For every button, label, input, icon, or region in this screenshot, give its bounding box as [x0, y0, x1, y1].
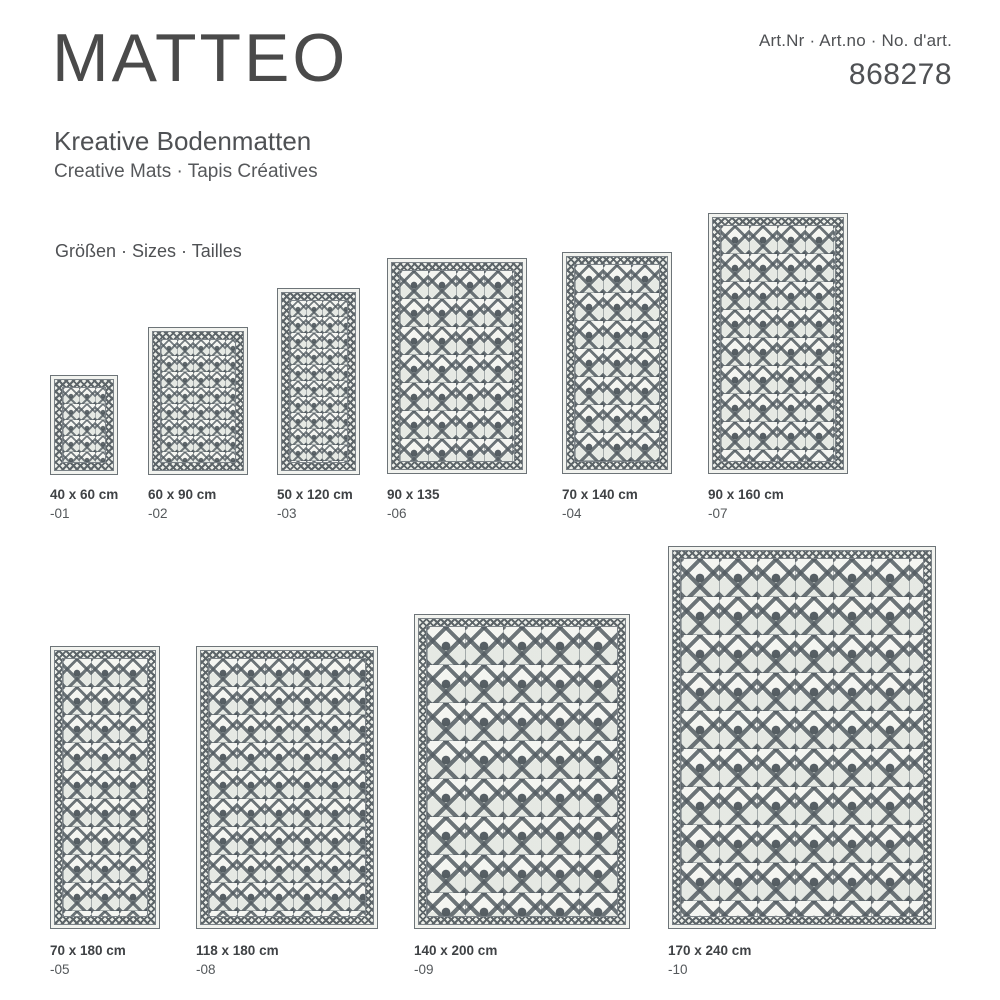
mat-caption [414, 943, 497, 977]
mat-caption [50, 943, 126, 977]
article-number-value: 868278 [848, 58, 952, 91]
mat-pattern-field [574, 264, 660, 462]
mat-code-label: -06 [387, 506, 407, 521]
mat-code-label: -10 [668, 962, 688, 977]
mat-swatch-70x180 [50, 646, 160, 929]
mat-item [196, 646, 378, 929]
mat-caption [668, 943, 751, 977]
mat-pattern-field [720, 225, 836, 462]
mat-code-label: -03 [277, 506, 297, 521]
mat-caption [562, 487, 638, 521]
mat-item [50, 375, 118, 475]
mat-size-label: 170 x 240 cm [668, 943, 752, 958]
mat-swatch-118x180 [196, 646, 378, 929]
mat-item [414, 614, 630, 929]
mat-item [387, 258, 527, 474]
mat-item [562, 252, 672, 474]
mat-pattern-field [289, 300, 348, 463]
subtitle-german: Kreative Bodenmatten [54, 126, 312, 156]
mat-code-label: -04 [562, 506, 582, 521]
mat-item [50, 646, 160, 929]
mat-pattern-field [160, 339, 236, 463]
mat-caption [50, 487, 118, 521]
mat-item [708, 213, 848, 474]
mat-swatch-90x160 [708, 213, 848, 474]
mat-swatch-140x200 [414, 614, 630, 929]
mat-item [668, 546, 936, 929]
mat-pattern-field [426, 626, 618, 917]
mat-swatch-40x60 [50, 375, 118, 475]
mat-code-label: -05 [50, 962, 70, 977]
mat-swatch-170x240 [668, 546, 936, 929]
mat-code-label: -08 [196, 962, 216, 977]
mat-pattern-field [62, 387, 106, 463]
mat-pattern-field [399, 270, 515, 462]
mat-code-label: -09 [414, 962, 434, 977]
mat-swatch-60x90 [148, 327, 248, 475]
mat-swatch-50x120 [277, 288, 360, 475]
mat-pattern-field [208, 658, 366, 917]
brand-title: MATTEO [52, 20, 349, 96]
mat-item [277, 288, 360, 475]
mat-code-label: -02 [148, 506, 168, 521]
mat-size-label: 70 x 140 cm [562, 487, 638, 502]
mat-code-label: -01 [50, 506, 70, 521]
mat-size-label: 40 x 60 cm [50, 487, 119, 502]
mat-caption [708, 487, 784, 521]
mat-size-label: 70 x 180 cm [50, 943, 126, 958]
mat-pattern-field [680, 558, 924, 917]
mat-swatch-90x135 [387, 258, 527, 474]
article-number-label: Art.Nr · Art.no · No. d'art. [758, 31, 952, 50]
mat-size-label: 90 x 135 [387, 487, 440, 502]
mat-caption [387, 487, 440, 521]
mat-caption [196, 943, 279, 977]
mat-code-label: -07 [708, 506, 728, 521]
subtitle-multilingual: Creative Mats · Tapis Créatives [54, 161, 318, 182]
mat-pattern-field [62, 658, 148, 917]
mat-size-label: 118 x 180 cm [196, 943, 279, 958]
mat-size-label: 50 x 120 cm [277, 487, 353, 502]
mat-caption [148, 487, 216, 521]
mat-size-label: 140 x 200 cm [414, 943, 498, 958]
sizes-section-label: Größen · Sizes · Tailles [55, 241, 242, 261]
mat-item [148, 327, 248, 475]
mat-size-label: 60 x 90 cm [148, 487, 217, 502]
mat-size-label: 90 x 160 cm [708, 487, 784, 502]
mat-caption [277, 487, 353, 521]
mat-swatch-70x140 [562, 252, 672, 474]
